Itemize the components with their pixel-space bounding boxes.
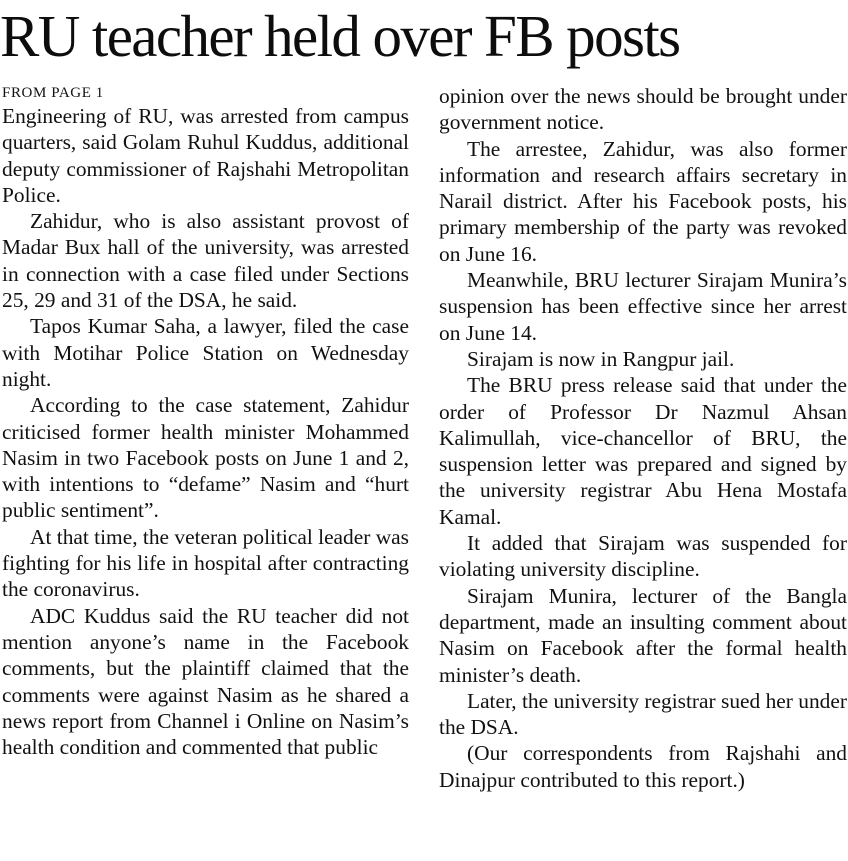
paragraph: (Our correspondents from Rajshahi and Dinajpur contributed to this report.) [439, 741, 847, 792]
paragraph: ADC Kuddus said the RU teacher did not mention anyone’s name in the Facebook comments, but the plaintiff claimed that the comments were against Nasim as he shared a news report from Channel i Online on Nasim’s health condition and commented that public [2, 603, 409, 760]
paragraph: opinion over the news should be brought under government notice. [439, 84, 847, 135]
paragraph: The arrestee, Zahidur, was also former information and research affairs secretary in Narail district. After his Facebook posts, his primary membership of the party was revoked on June 16. [439, 136, 847, 266]
paragraph: At that time, the veteran political leader was fighting for his life in hospital after contracting the coronavirus. [2, 524, 409, 602]
paragraph: It added that Sirajam was suspended for violating university discipline. [439, 531, 847, 582]
headline: RU teacher held over FB posts [0, 3, 680, 69]
left-column [2, 82, 409, 760]
paragraph: Zahidur, who is also assistant provost of Madar Bux hall of the university, was arrested in connection with a case filed under Sections 25, 29 and 31 of the DSA, he said. [2, 209, 409, 313]
paragraph: According to the case statement, Zahidur criticised former health minister Mohammed Nasim in two Facebook posts on June 1 and 2, with intentions to “defame” Nasim and “hurt public sentiment”. [2, 393, 409, 523]
paragraph: The BRU press release said that under the order of Professor Dr Nazmul Ahsan Kalimullah, vice-chancellor of BRU, the suspension letter was prepared and signed by the university registrar Abu Hena Mostafa Kamal. [439, 373, 847, 529]
paragraph: Meanwhile, BRU lecturer Sirajam Munira’s suspension has been effective since her arrest on June 14. [439, 268, 847, 345]
paragraph: Sirajam Munira, lecturer of the Bangla department, made an insulting comment about Nasim on Facebook after the formal health minister’s death. [439, 583, 847, 687]
paragraph: Sirajam is now in Rangpur jail. [467, 346, 735, 371]
paragraph: Tapos Kumar Saha, a lawyer, filed the case with Motihar Police Station on Wednesday night. [2, 314, 409, 391]
continuation-kicker: FROM PAGE 1 [2, 85, 104, 101]
paragraph: Later, the university registrar sued her under the DSA. [439, 688, 847, 740]
paragraph: Engineering of RU, was arrested from campus quarters, said Golam Ruhul Kuddus, additional deputy commissioner of Rajshahi Metropolitan Police. [2, 104, 409, 207]
right-column [439, 83, 847, 793]
